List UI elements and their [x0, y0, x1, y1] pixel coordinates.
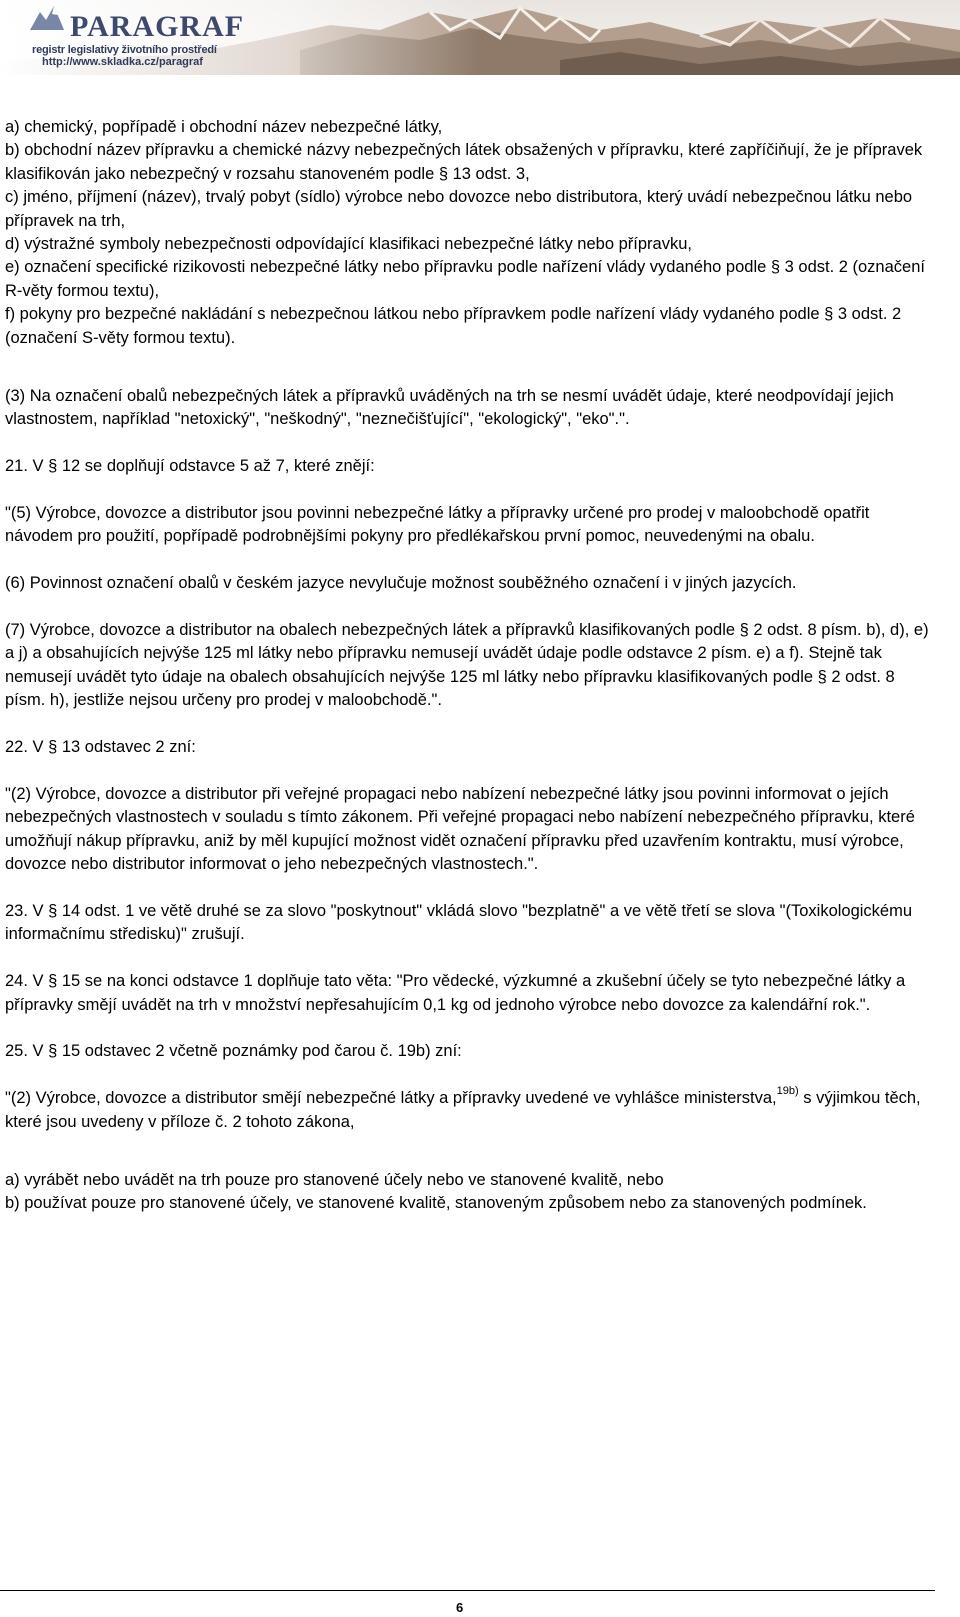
logo-url: http://www.skladka.cz/paragraf	[42, 56, 203, 68]
sub-item-a: a) vyrábět nebo uvádět na trh pouze pro stanovené účely nebo ve stanovené kvalitě, nebo	[5, 1170, 664, 1189]
paragraf-logo	[30, 4, 290, 66]
footnote-ref-19b[interactable]: 19b)	[776, 1085, 799, 1098]
list-item-a: a) chemický, popřípadě i obchodní název nebezpečné látky,	[5, 118, 443, 136]
paragraph-7: (7) Výrobce, dovozce a distributor na obalech nebezpečných látek a přípravků klasifikovaných podle § 2 odst. 8 písm. b), d), e) a j) a obsahujících nejvýše 125 ml látky nebo přípravku nemusejí uvádět údaje podle odstavce 2 písm. e) a f). Stejně tak nemusejí uvádět tyto údaje na obalech obsahujících nejvýše 125 ml látky nebo přípravku klasifikovaných podle § 2 odst. 8 písm. h), jestliže nejsou určeny pro prodej v maloobchodě.".	[5, 621, 929, 710]
paragraph-25-2-text-end: s výjimkou těch, které jsou uvedeny v příloze č. 2 tohoto zákona,	[5, 1089, 921, 1131]
paragraph-3: (3) Na označení obalů nebezpečných látek a přípravků uváděných na trh se nesmí uvádět údaje, které neodpovídají jejich vlastnostem, například "netoxický", "neškodný", "neznečišťující", "ekologický", "eko".".	[5, 387, 894, 429]
logo-subtitle: registr legislativy životního prostředí	[32, 44, 217, 56]
logo-title: PARAGRAF	[70, 10, 245, 43]
list-item-e: e) označení specifické rizikovosti nebezpečné látky nebo přípravku podle nařízení vlády vydaného podle § 3 odst. 2 (označení R-věty formou textu),	[5, 258, 925, 300]
list-item-f: f) pokyny pro bezpečné nakládání s nebezpečnou látkou nebo přípravkem podle nařízení vlády vydaného podle § 3 odst. 2 (označení S-věty formou textu).	[5, 305, 902, 347]
list-item-c: c) jméno, příjmení (název), trvalý pobyt (sídlo) výrobce nebo dovozce nebo distributora, který uvádí nebezpečnou látku nebo přípravek na trh,	[5, 188, 913, 230]
amendment-25: 25. V § 15 odstavec 2 včetně poznámky pod čarou č. 19b) zní:	[5, 1042, 462, 1061]
sub-item-b: b) používat pouze pro stanovené účely, ve stanovené kvalitě, stanoveným způsobem nebo za stanovených podmínek.	[5, 1194, 867, 1213]
amendment-21: 21. V § 12 se doplňují odstavce 5 až 7, které znějí:	[5, 457, 375, 476]
list-item-d: d) výstražné symboly nebezpečnosti odpovídající klasifikaci nebezpečné látky nebo přípravku,	[5, 235, 692, 254]
amendment-22: 22. V § 13 odstavec 2 zní:	[5, 738, 196, 757]
paragraph-25-2-text: "(2) Výrobce, dovozce a distributor smějí nebezpečné látky a přípravky uvedené ve vyhlášce ministerstva,	[5, 1089, 777, 1108]
paragraph-25-2	[5, 1087, 930, 1134]
amendment-23: 23. V § 14 odst. 1 ve větě druhé se za slovo "poskytnout" vkládá slovo "bezplatně" a ve větě třetí se slova "(Toxikologickému informačnímu středisku)" zrušují.	[5, 901, 913, 944]
amendment-24: 24. V § 15 se na konci odstavce 1 doplňuje tato věta: "Pro vědecké, výzkumné a zkušební účely se tyto nebezpečné látky a přípravky smějí uvádět na trh v množství nepřesahujícím 0,1 kg od jednoho výrobce nebo dovozce za kalendářní rok.".	[5, 972, 906, 1014]
paragraph-22-2: "(2) Výrobce, dovozce a distributor při veřejné propagaci nebo nabízení nebezpečné látky jsou povinni informovat o jejích nebezpečných vlastnostech v souladu s tímto zákonem. Při veřejné propagaci nebo nabízení nebezpečného přípravku, které umožňují nákup přípravku, aniž by měl kupující možnost vidět označení přípravku před uzavřením kontraktu, musí výrobce, dovozce nebo distributor informovat o jeho nebezpečných vlastnostech.".	[5, 784, 915, 874]
mountain-logo-icon	[30, 4, 64, 30]
paragraph-6: (6) Povinnost označení obalů v českém jazyce nevylučuje možnost souběžného označení i v jiných jazycích.	[5, 574, 797, 593]
header-banner	[0, 0, 960, 75]
document-body	[5, 116, 930, 1216]
footer-divider	[0, 1590, 935, 1591]
list-item-b: b) obchodní název přípravku a chemické názvy nebezpečných látek obsažených v přípravku, které zapříčiňují, že je přípravek klasifikován jako nebezpečný v rozsahu stanoveném podle § 13 odst. 3,	[5, 141, 923, 183]
paragraph-5: "(5) Výrobce, dovozce a distributor jsou povinni nebezpečné látky a přípravky určené pro prodej v maloobchodě opatřit návodem pro použití, popřípadě podrobnějšími pokyny pro předlékařskou první pomoc, neuvedenými na obalu.	[5, 504, 870, 546]
page-number: 6	[456, 1600, 464, 1615]
